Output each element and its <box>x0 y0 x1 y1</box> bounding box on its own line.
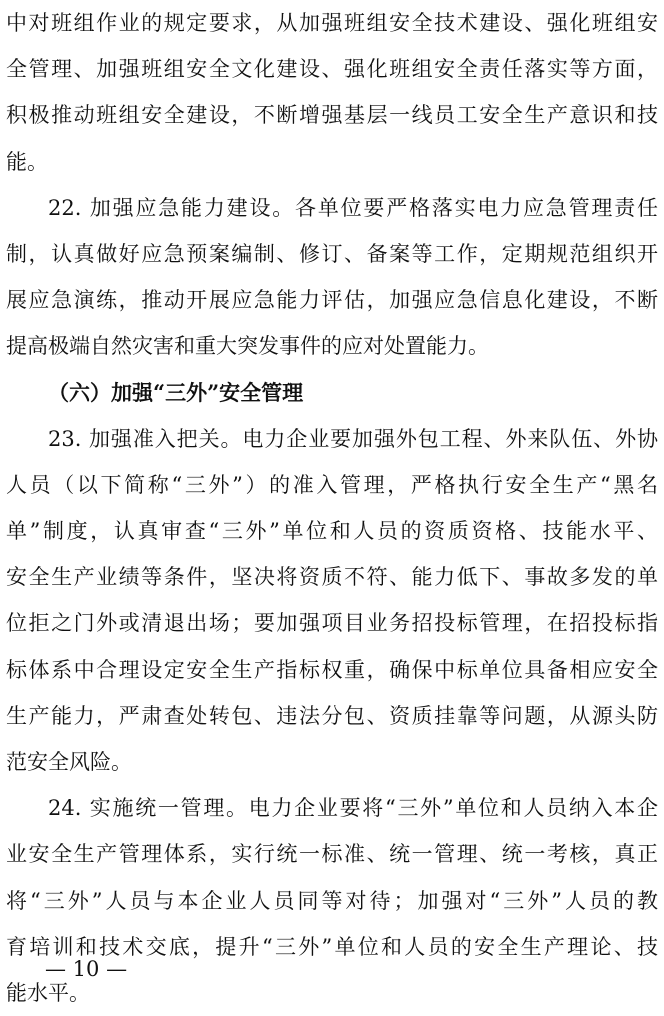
section-heading: （六）加强“三外”安全管理 <box>48 379 304 405</box>
text-line: 生产能力，严肃查处转包、违法分包、资质挂靠等问题，从源头防 <box>6 703 658 728</box>
paragraph-22-start: 22. 加强应急能力建设。各单位要严格落实电力应急管理责任 <box>48 195 658 220</box>
text-line: 能。 <box>6 149 48 174</box>
text-line: 标体系中合理设定安全生产指标权重，确保中标单位具备相应安全 <box>6 657 658 682</box>
text-line: 能水平。 <box>6 980 90 1005</box>
text-line: 展应急演练，推动开展应急能力评估，加强应急信息化建设，不断 <box>6 288 658 313</box>
text-line: 提高极端自然灾害和重大突发事件的应对处置能力。 <box>6 334 489 359</box>
text-line: 业安全生产管理体系，实行统一标准、统一管理、统一考核，真正 <box>6 842 658 867</box>
text-line: 中对班组作业的规定要求，从加强班组安全技术建设、强化班组安 <box>6 11 658 35</box>
text-line: 单”制度，认真审查“三外”单位和人员的资质资格、技能水平、 <box>6 519 658 544</box>
text-line: 育培训和技术交底，提升“三外”单位和人员的安全生产理论、技 <box>6 934 658 959</box>
text-line: 位拒之门外或清退出场；要加强项目业务招投标管理，在招投标指 <box>6 611 658 636</box>
page-number: — 10 — <box>45 957 128 981</box>
paragraph-23-start: 23. 加强准入把关。电力企业要加强外包工程、外来队伍、外协 <box>48 426 658 451</box>
paragraph-24-start: 24. 实施统一管理。电力企业要将“三外”单位和人员纳入本企 <box>48 796 658 821</box>
text-line: 安全生产业绩等条件，坚决将资质不符、能力低下、事故多发的单 <box>6 565 658 590</box>
text-line: 范安全风险。 <box>6 750 132 774</box>
text-line: 制，认真做好应急预案编制、修订、备案等工作，定期规范组织开 <box>6 241 658 266</box>
text-line: 人员（以下简称“三外”）的准入管理，严格执行安全生产“黑名 <box>6 472 658 497</box>
text-line: 全管理、加强班组安全文化建设、强化班组安全责任落实等方面， <box>6 57 658 82</box>
text-line: 积极推动班组安全建设，不断增强基层一线员工安全生产意识和技 <box>6 103 658 128</box>
text-line: 将“三外”人员与本企业人员同等对待；加强对“三外”人员的教 <box>6 888 658 913</box>
body-text <box>6 0 658 1016</box>
